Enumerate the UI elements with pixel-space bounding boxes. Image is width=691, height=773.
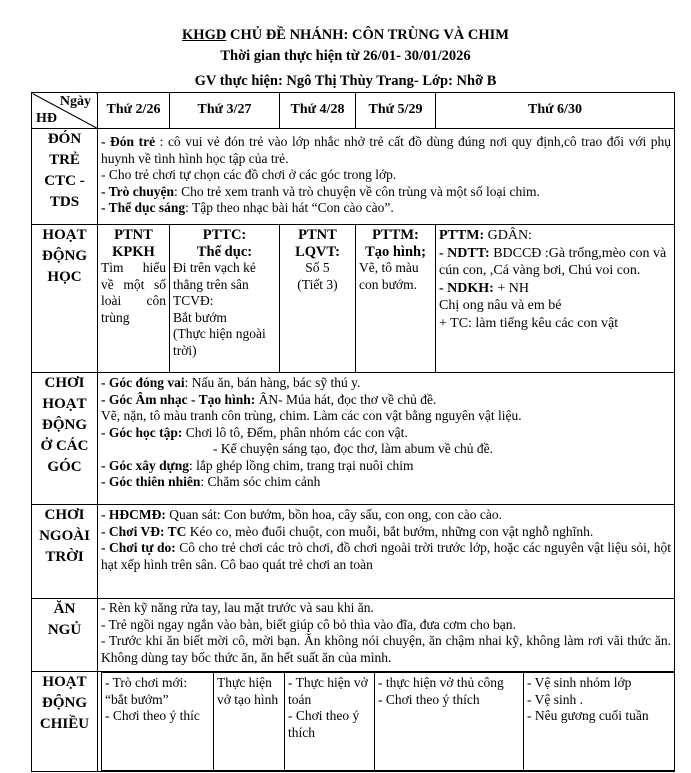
- keyword: - Góc xây dựng: [101, 457, 189, 473]
- lesson-content: Vẽ, tô màu con bướm.: [359, 260, 419, 292]
- corner-line: [101, 474, 671, 491]
- chieu-row: [32, 672, 675, 772]
- lesson-friday: [436, 225, 675, 373]
- lesson-subject: LQVT:: [295, 243, 340, 260]
- afternoon-item: - Chơi theo ý thíc: [105, 708, 200, 723]
- day-header: Thứ 5/29: [356, 93, 436, 129]
- lesson-line: [439, 227, 671, 245]
- don-tre-line: [101, 134, 671, 167]
- section-label-choi-goc: [32, 373, 98, 505]
- line-text: : Chăm sóc chim cảnh: [200, 474, 321, 489]
- label-line: Ở CÁC: [40, 438, 89, 454]
- lesson-tuesday: [170, 225, 280, 373]
- don-tre-line: [101, 184, 671, 201]
- keyword: - Chơi VĐ: TC: [101, 523, 187, 539]
- lesson-content: (Thực hiện ngoài trời): [173, 326, 266, 358]
- section-label-ngoai-troi: [32, 505, 98, 599]
- line-text: BDCCĐ :Gà trống,mèo con và cún con, ,Cá vàng bơi, Chú voi con.: [439, 245, 667, 278]
- line-text: : Nấu ăn, bán hàng, bác sỹ thú y.: [184, 375, 361, 390]
- keyword: - NDTT:: [439, 245, 490, 261]
- don-tre-row: [32, 129, 675, 225]
- teacher-line: GV thực hiện: Ngô Thị Thùy Trang- Lớp: Nhỡ B: [194, 73, 497, 89]
- outdoor-line: [101, 540, 671, 573]
- lesson-thursday: [356, 225, 436, 373]
- corner-activity-label: HĐ: [36, 110, 57, 126]
- title-khgd: KHGD: [182, 27, 227, 43]
- lesson-wednesday: [280, 225, 356, 373]
- afternoon-item: - Vệ sinh .: [527, 691, 583, 707]
- lesson-line: [439, 280, 671, 298]
- line-text: : lắp ghép lồng chim, trang trại nuôi chim: [188, 457, 414, 473]
- day-header-row: [32, 93, 675, 129]
- line-text: GDÂN:: [484, 228, 532, 243]
- afternoon-item: - Nêu gương cuối tuần: [527, 708, 649, 723]
- keyword: - Góc Âm nhạc - Tạo hình:: [101, 391, 256, 407]
- line-text: Kéo co, mèo đuổi chuột, con muỗi, bắt bướm, những con vật nghỗ nghĩnh.: [186, 523, 594, 539]
- afternoon-tuesday: [214, 673, 285, 771]
- corner-line: Vẽ, nặn, tô màu tranh côn trùng, chim. Làm các con vật bằng nguyên vật liệu.: [101, 408, 522, 423]
- page-title: [0, 26, 691, 44]
- label-line: HOẠT: [42, 396, 87, 412]
- lesson-line: Chị ong nâu và em bé: [439, 298, 562, 313]
- afternoon-item: - Chơi theo ý thích: [288, 708, 360, 740]
- corner-cell: [32, 93, 98, 129]
- lesson-monday: [98, 225, 170, 373]
- lesson-content: (Tiết 3): [297, 276, 338, 292]
- line-text: Quan sát: Con bướm, bồn hoa, cây sấu, con ong, con cào cào.: [165, 507, 502, 522]
- lesson-subject: KPKH: [112, 243, 155, 260]
- lesson-subject: PTTM:: [439, 228, 485, 243]
- label-line: NGỦ: [47, 622, 82, 638]
- corner-line: - Kể chuyện sáng tạo, đọc thơ, làm abum về chủ đề.: [213, 441, 494, 456]
- day-header: Thứ 4/28: [280, 93, 356, 129]
- lesson-content: Đi trên vạch kẻ thẳng trên sân: [173, 260, 256, 292]
- afternoon-friday: [524, 673, 675, 771]
- keyword: - Thể dục sáng: [101, 200, 186, 215]
- line-text: Cô cho trẻ chơi các trò chơi, đồ chơi ngoài trời trước lớp, hoặc các nguyên vật liệu sỏi, hột hạt xếp hình trên sân. Cô bao quát trẻ chơi an toàn: [101, 540, 671, 572]
- line-text: : Tập theo nhạc bài hát “Con cào cào”.: [185, 200, 394, 215]
- corner-line: [101, 458, 671, 475]
- label-line: ĂN: [53, 601, 76, 617]
- label-line: HOẠT: [42, 227, 87, 243]
- outdoor-line: [101, 507, 671, 524]
- section-label-chieu: [32, 672, 98, 772]
- corner-line: [101, 425, 671, 442]
- label-line: GÓC: [47, 459, 82, 475]
- line-text: : cô vui vẻ đón trẻ vào lớp nhắc nhở trẻ cất đồ dùng đúng nơi quy định,cô trao đổi với phụ huynh về tình hình học tập của trẻ.: [101, 134, 672, 166]
- choi-goc-content: [98, 373, 675, 505]
- meal-line: - Trước khi ăn biết mời cô, mời bạn. Ăn không nói chuyện, ăn chậm nhai kỹ, không làm rơi vãi thức ăn. Không dùng tay bốc thức ăn, ăn hết suất ăn của mình.: [101, 633, 671, 665]
- afternoon-thursday: [375, 673, 524, 771]
- meal-line: - Trẻ ngồi ngay ngắn vào bàn, biết giúp cô bỏ thìa vào đĩa, đưa cơm cho bạn.: [101, 616, 516, 632]
- choi-goc-row: [32, 373, 675, 505]
- lesson-content: Số 5: [305, 260, 330, 275]
- keyword: - Góc đóng vai: [101, 375, 185, 390]
- don-tre-line: [101, 200, 671, 217]
- an-ngu-content: [98, 599, 675, 672]
- meal-line: - Rèn kỹ năng rửa tay, lau mặt trước và sau khi ăn.: [101, 600, 374, 615]
- lesson-content: Bắt bướm: [173, 309, 227, 325]
- label-line: TDS: [49, 194, 80, 210]
- don-tre-line: - Cho trẻ chơi tự chọn các đồ chơi ở các góc trong lớp.: [101, 167, 397, 182]
- keyword: - Trò chuyện: [101, 183, 175, 199]
- day-header: Thứ 6/30: [436, 93, 675, 129]
- afternoon-item: - Thực hiện vở toán: [288, 675, 368, 707]
- label-line: HỌC: [47, 269, 82, 285]
- label-line: CHƠI: [44, 507, 85, 523]
- label-line: CTC -: [44, 173, 85, 189]
- day-header: Thứ 3/27: [170, 93, 280, 129]
- lesson-line: + TC: làm tiếng kêu các con vật: [439, 315, 619, 331]
- label-line: CHƠI: [44, 375, 85, 391]
- keyword: - Góc học tập:: [101, 424, 183, 440]
- lesson-content: Tìm hiểu về một số loài côn trùng: [101, 260, 166, 325]
- section-label-don-tre: [32, 129, 98, 225]
- label-line: ĐÓN: [47, 131, 82, 147]
- afternoon-item: Thực hiện vở tạo hình: [217, 675, 279, 707]
- keyword: - Góc thiên nhiên: [101, 474, 201, 489]
- don-tre-content: [98, 129, 675, 225]
- lesson-subject: Thể dục:: [196, 243, 253, 260]
- label-line: HOẠT: [42, 674, 87, 690]
- ngoai-troi-row: [32, 505, 675, 599]
- corner-line: [101, 375, 671, 392]
- keyword: - NDKH:: [439, 280, 494, 296]
- lesson-subject: PTNT: [114, 227, 153, 243]
- corner-line: [101, 392, 671, 409]
- lesson-line: [439, 245, 671, 280]
- label-line: ĐỘNG: [42, 417, 87, 433]
- label-line: NGOÀI: [39, 528, 90, 544]
- lesson-subject: PTTM:: [372, 227, 419, 243]
- ngoai-troi-content: [98, 505, 675, 599]
- keyword: - Chơi tự do:: [101, 540, 176, 555]
- title-topic: CHỦ ĐỀ NHÁNH: CÔN TRÙNG VÀ CHIM: [226, 27, 509, 43]
- label-line: TRẺ: [49, 152, 80, 168]
- afternoon-wednesday: [285, 673, 375, 771]
- keyword: - Đón trẻ: [101, 134, 156, 149]
- label-line: CHIỀU: [39, 716, 90, 732]
- line-text: Chơi lô tô, Đếm, phân nhóm các con vật.: [182, 424, 408, 440]
- lesson-subject: PTTC:: [202, 227, 247, 243]
- section-label-an-ngu: [32, 599, 98, 672]
- line-text: + NH: [493, 280, 529, 296]
- afternoon-item: - Trò chơi mới: “bắt bướm”: [105, 675, 188, 707]
- outdoor-line: [101, 524, 671, 541]
- date-range: Thời gian thực hiện từ 26/01- 30/01/2026: [220, 48, 471, 64]
- afternoon-item: - Vệ sinh nhóm lớp: [527, 675, 632, 690]
- line-text: ÂN- Múa hát, đọc thơ về chủ đề.: [255, 391, 437, 407]
- section-label-hoat-dong-hoc: [32, 225, 98, 373]
- label-line: ĐỘNG: [42, 695, 87, 711]
- label-line: TRỜI: [45, 549, 84, 565]
- line-text: : Cho trẻ xem tranh và trò chuyện về côn trùng và một số loại chim.: [174, 183, 540, 199]
- afternoon-monday: [102, 673, 214, 771]
- lesson-subject: PTNT: [298, 227, 337, 243]
- day-header: Thứ 2/26: [98, 93, 170, 129]
- afternoon-item: - Chơi theo ý thích: [378, 691, 480, 707]
- an-ngu-row: [32, 599, 675, 672]
- lesson-content: TCVĐ:: [173, 293, 214, 308]
- corner-date-label: Ngày: [59, 94, 91, 109]
- weekly-plan-table: [31, 92, 675, 772]
- lesson-subject: Tạo hình;: [365, 243, 426, 260]
- chieu-content: [98, 672, 675, 772]
- hoat-dong-hoc-row: [32, 225, 675, 373]
- label-line: ĐỘNG: [42, 248, 87, 264]
- keyword: - HĐCMĐ:: [101, 507, 166, 522]
- afternoon-item: - thực hiện vở thủ công: [378, 675, 504, 690]
